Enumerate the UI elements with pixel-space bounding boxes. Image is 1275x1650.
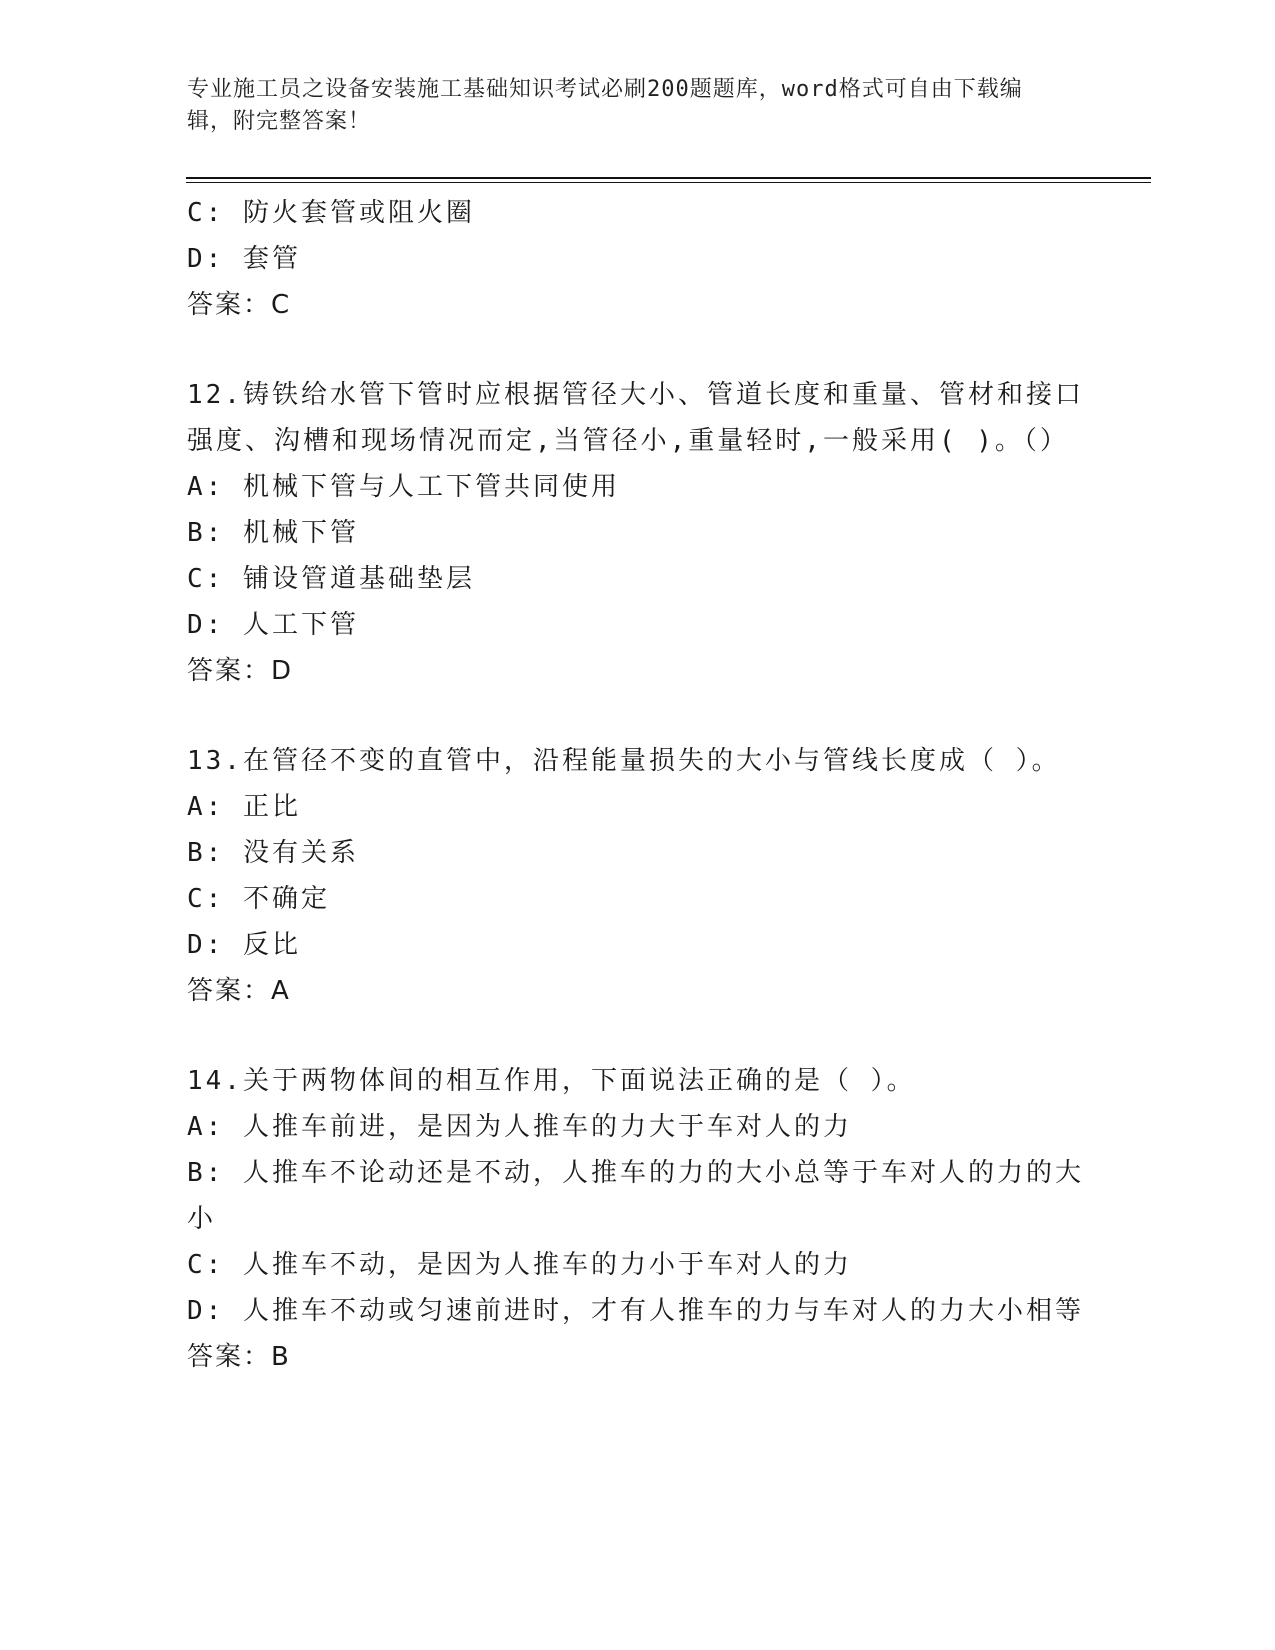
option-b: B: 机械下管 bbox=[187, 518, 359, 548]
option-b: B: 人推车不论动还是不动，人推车的力的大小总等于车对人的力的大小 bbox=[187, 1158, 1084, 1234]
question-stem: 14.关于两物体间的相互作用，下面说法正确的是（ ）。 bbox=[187, 1066, 916, 1096]
spacer bbox=[187, 328, 1087, 372]
question-13 bbox=[187, 738, 1087, 1014]
option-a: A: 机械下管与人工下管共同使用 bbox=[187, 472, 620, 502]
option-d: D: 人推车不动或匀速前进时，才有人推车的力与车对人的力大小相等 bbox=[187, 1296, 1084, 1326]
question-14 bbox=[187, 1058, 1087, 1380]
spacer bbox=[187, 694, 1087, 738]
answer-line: 答案：C bbox=[187, 290, 292, 320]
question-12 bbox=[187, 372, 1087, 694]
question-list bbox=[187, 190, 1087, 1380]
question-stem: 13.在管径不变的直管中，沿程能量损失的大小与管线长度成（ ）。 bbox=[187, 746, 1061, 776]
header-divider-thick bbox=[186, 177, 1151, 179]
option-b: B: 没有关系 bbox=[187, 838, 359, 868]
answer-line: 答案：A bbox=[187, 976, 291, 1006]
header-divider-thin bbox=[186, 182, 1151, 183]
answer-line: 答案：D bbox=[187, 656, 294, 686]
option-d: D: 人工下管 bbox=[187, 610, 359, 640]
option-a: A: 正比 bbox=[187, 792, 301, 822]
option-d: D: 套管 bbox=[187, 244, 301, 274]
page-header-title: 专业施工员之设备安装施工基础知识考试必刷200题题库，word格式可自由下载编辑，附完整答案！ bbox=[187, 77, 1023, 134]
spacer bbox=[187, 1014, 1087, 1058]
option-c: C: 人推车不动，是因为人推车的力小于车对人的力 bbox=[187, 1250, 852, 1280]
option-a: A: 人推车前进，是因为人推车的力大于车对人的力 bbox=[187, 1112, 852, 1142]
question-fragment bbox=[187, 190, 1087, 328]
answer-line: 答案：B bbox=[187, 1342, 291, 1372]
option-c: C: 铺设管道基础垫层 bbox=[187, 564, 475, 594]
question-stem: 12.铸铁给水管下管时应根据管径大小、管道长度和重量、管材和接口强度、沟槽和现场情况而定,当管径小,重量轻时,一般采用( )。（） bbox=[187, 380, 1084, 456]
option-c: C: 防火套管或阻火圈 bbox=[187, 198, 475, 228]
option-d: D: 反比 bbox=[187, 930, 301, 960]
option-c: C: 不确定 bbox=[187, 884, 330, 914]
